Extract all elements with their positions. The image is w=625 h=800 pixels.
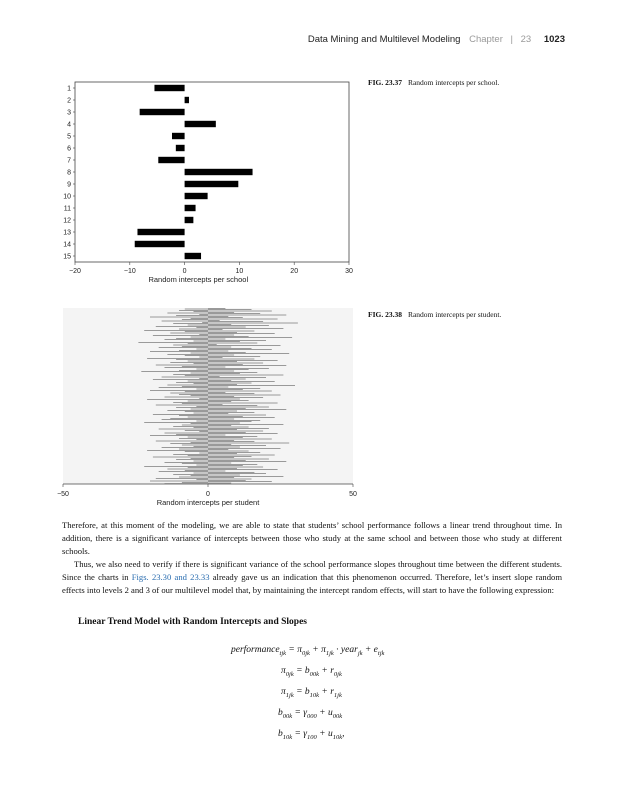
bar: [185, 205, 196, 211]
y-tick-label: 13: [63, 229, 71, 237]
y-tick-label: 10: [63, 193, 71, 201]
eq2-term: + r: [319, 666, 334, 676]
eq1-subscript: 1jk: [325, 649, 334, 657]
x-tick-label: 0: [206, 491, 210, 498]
bar: [185, 121, 216, 127]
eq5-term: = γ: [292, 729, 308, 739]
section-heading: Linear Trend Model with Random Intercepts and Slopes: [78, 617, 307, 627]
eq1-subscript: 0jk: [301, 649, 310, 657]
y-tick-label: 1: [67, 85, 71, 93]
eq1-subscript: jk: [357, 649, 363, 657]
eq1-term: + e: [362, 645, 378, 655]
chapter-number: 23: [520, 34, 532, 45]
x-tick-label: 20: [290, 268, 299, 275]
bar: [185, 181, 239, 187]
bar: [185, 253, 201, 259]
equation-pi0: [281, 666, 342, 678]
eq5-subscript: 10k: [282, 733, 293, 741]
eq4-subscript: 000: [307, 712, 317, 720]
paragraph-1-text: Therefore, at this moment of the modeling, we are able to state that students’ school performance follows a linear trend throughout time. In addition, there is a significant variance of intercepts between those who study at the same school and between those who study at different schools.: [62, 520, 562, 556]
eq5-term: ,: [342, 729, 345, 739]
bar: [140, 109, 185, 115]
equation-b00: [278, 708, 342, 720]
y-tick-label: 12: [63, 217, 71, 225]
x-tick-label: −10: [123, 268, 136, 275]
bar: [185, 169, 253, 175]
bar: [137, 229, 184, 235]
eq1-term: performance: [231, 645, 280, 655]
bar: [185, 193, 208, 199]
figure2-label: FIG. 23.38: [368, 310, 402, 319]
figure1-label: FIG. 23.37: [368, 78, 402, 87]
figure-reference-link[interactable]: Figs. 23.30 and 23.33: [131, 571, 210, 582]
equation-performance: [231, 645, 384, 657]
eq3-term: = b: [293, 687, 310, 697]
eq4-term: = γ: [292, 708, 308, 718]
paragraph-1: [62, 519, 562, 557]
eq4-term: + u: [316, 708, 333, 718]
x-tick-label: 30: [345, 268, 353, 275]
eq3-subscript: 1jk: [285, 691, 294, 699]
y-tick-label: 6: [67, 145, 71, 153]
equation-pi1: [281, 687, 342, 699]
y-tick-label: 14: [63, 241, 71, 249]
bar: [185, 217, 194, 223]
y-tick-label: 7: [67, 157, 71, 165]
figure2-caption-text: Random intercepts per student.: [407, 310, 502, 319]
chapter-word: Chapter: [469, 34, 503, 45]
chart-intercepts-per-school: [55, 78, 365, 290]
page-number: 1023: [543, 34, 565, 45]
eq1-term: · year: [333, 645, 358, 655]
x-tick-label: −20: [69, 268, 81, 275]
figure1-caption-text: Random intercepts per school.: [407, 78, 500, 87]
book-title: Data Mining and Multilevel Modeling: [307, 34, 461, 45]
eq3-term: π: [281, 687, 286, 697]
eq3-term: + r: [319, 687, 334, 697]
bar: [176, 145, 185, 151]
y-tick-label: 4: [67, 121, 71, 129]
y-tick-label: 15: [63, 253, 71, 261]
y-tick-label: 2: [67, 97, 71, 105]
x-tick-label: 0: [182, 268, 187, 275]
x-tick-label: 50: [349, 491, 357, 498]
eq3-subscript: 1jk: [333, 691, 342, 699]
figure1-caption: [368, 78, 499, 87]
equation-b10: [278, 729, 344, 741]
eq5-subscript: 100: [307, 733, 317, 741]
running-header: [308, 34, 565, 45]
x-tick-label: 10: [235, 268, 244, 275]
y-tick-label: 3: [67, 109, 71, 117]
x-axis-label: Random intercepts per student: [156, 498, 260, 507]
eq2-subscript: 0jk: [333, 670, 342, 678]
bar: [154, 85, 184, 91]
chart-intercepts-per-student: [55, 306, 360, 511]
bar: [185, 97, 189, 103]
eq1-subscript: tjk: [377, 649, 385, 657]
eq1-term: + π: [309, 645, 326, 655]
eq2-subscript: 00k: [309, 670, 320, 678]
paragraph-2: [62, 558, 562, 596]
bar: [135, 241, 185, 247]
header-separator: |: [510, 34, 513, 45]
eq4-subscript: 00k: [332, 712, 343, 720]
x-axis-label: Random intercepts per school: [148, 275, 249, 284]
eq5-term: b: [278, 729, 283, 739]
y-tick-label: 11: [63, 205, 71, 213]
paragraph-2-text-b: already gave us an indication that this phenomenon occurred. Therefore, let’s insert slope random effects into levels 2 and 3 of our multilevel model that, by maintaining the intercept random effects, will start to have the following expression:: [62, 571, 563, 595]
y-tick-label: 8: [67, 169, 71, 177]
eq5-subscript: 10k: [332, 733, 343, 741]
eq2-term: π: [281, 666, 286, 676]
y-tick-label: 5: [67, 133, 71, 141]
bar: [172, 133, 185, 139]
eq2-subscript: 0jk: [285, 670, 294, 678]
eq1-subscript: tjk: [279, 649, 287, 657]
eq4-term: b: [278, 708, 283, 718]
x-tick-label: −50: [57, 491, 69, 498]
eq1-term: = π: [286, 645, 302, 655]
eq4-subscript: 00k: [282, 712, 293, 720]
eq3-subscript: 10k: [309, 691, 320, 699]
paragraph-2-text-a: Thus, we also need to verify if there is significant variance of the school performance slopes throughout time between the different students. Since the charts in: [62, 559, 562, 582]
eq2-term: = b: [293, 666, 310, 676]
bar: [158, 157, 184, 163]
y-tick-label: 9: [67, 181, 71, 189]
figure2-caption: [368, 310, 501, 319]
eq5-term: + u: [316, 729, 333, 739]
